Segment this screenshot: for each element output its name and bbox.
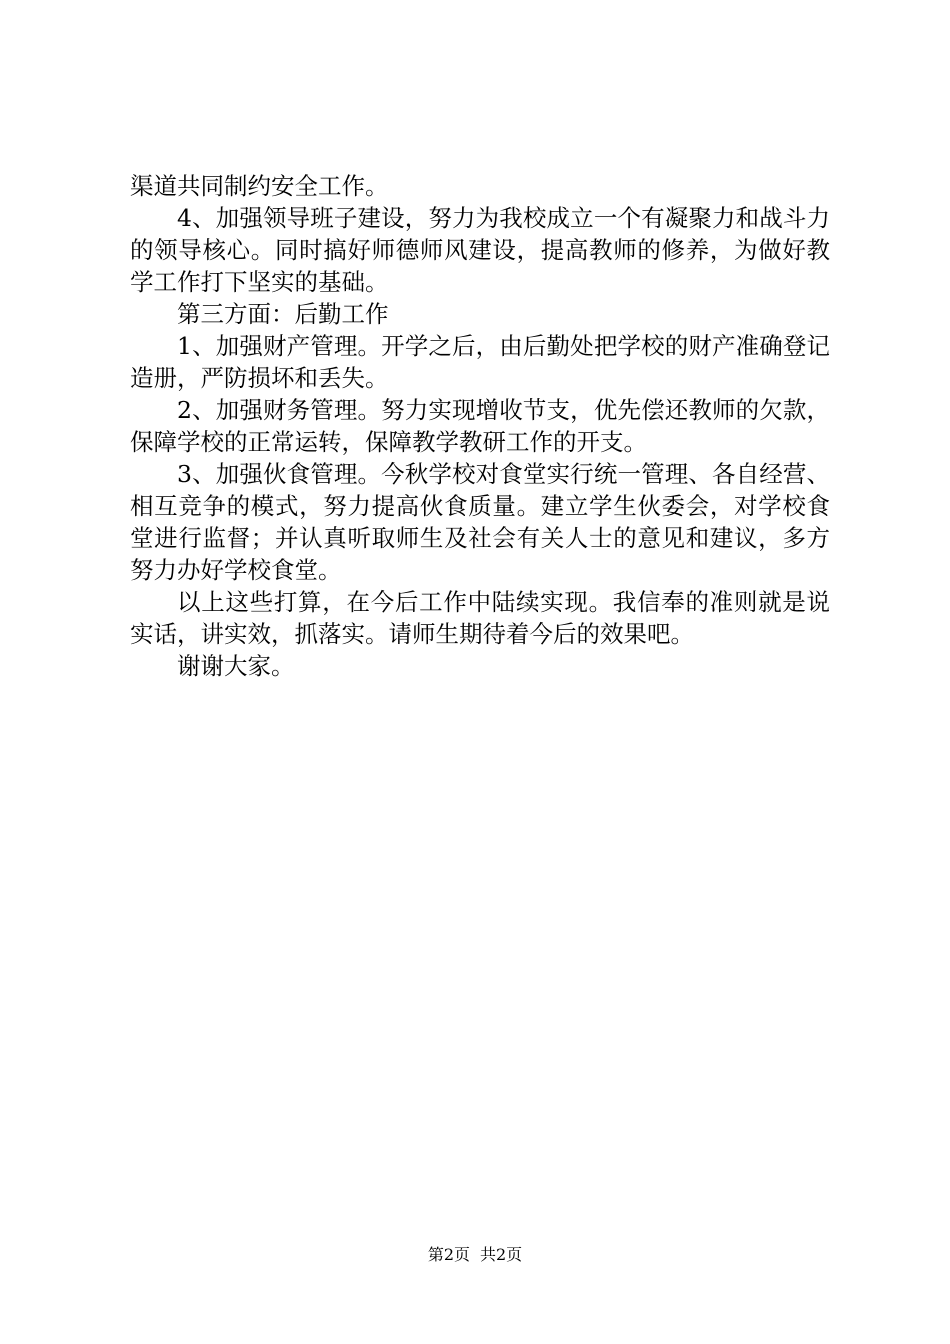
- paragraph-thanks: 谢谢大家。: [177, 652, 295, 680]
- paragraph-canteen-management: 3、加强伙食管理。今秋学校对食堂实行统一管理、各自经营、相互竞争的模式，努力提高伙食质量。建立学生伙委会，对学校食堂进行监督；并认真听取师生及社会有关人士的意见和建议，多方努力办好学校食堂。: [130, 460, 830, 584]
- paragraph-closing-plans: 以上这些打算，在今后工作中陆续实现。我信奉的准则就是说实话，讲实效，抓落实。请师生期待着今后的效果吧。: [130, 588, 830, 648]
- page-total: 共2页: [480, 1245, 523, 1264]
- section-heading-logistics: 第三方面：后勤工作: [177, 300, 389, 328]
- paragraph-finance-management: 2、加强财务管理。努力实现增收节支，优先偿还教师的欠款，保障学校的正常运转，保障教学教研工作的开支。: [130, 396, 830, 456]
- paragraph-item-4: 4、加强领导班子建设，努力为我校成立一个有凝聚力和战斗力的领导核心。同时搞好师德师风建设，提高教师的修养，为做好教学工作打下坚实的基础。: [130, 204, 830, 296]
- paragraph-continuation: 渠道共同制约安全工作。: [130, 172, 389, 200]
- page-footer: [0, 1244, 950, 1266]
- paragraph-property-management: 1、加强财产管理。开学之后，由后勤处把学校的财产准确登记造册，严防损坏和丢失。: [130, 332, 830, 392]
- page-number: 第2页: [427, 1245, 470, 1264]
- document-body: [130, 170, 830, 682]
